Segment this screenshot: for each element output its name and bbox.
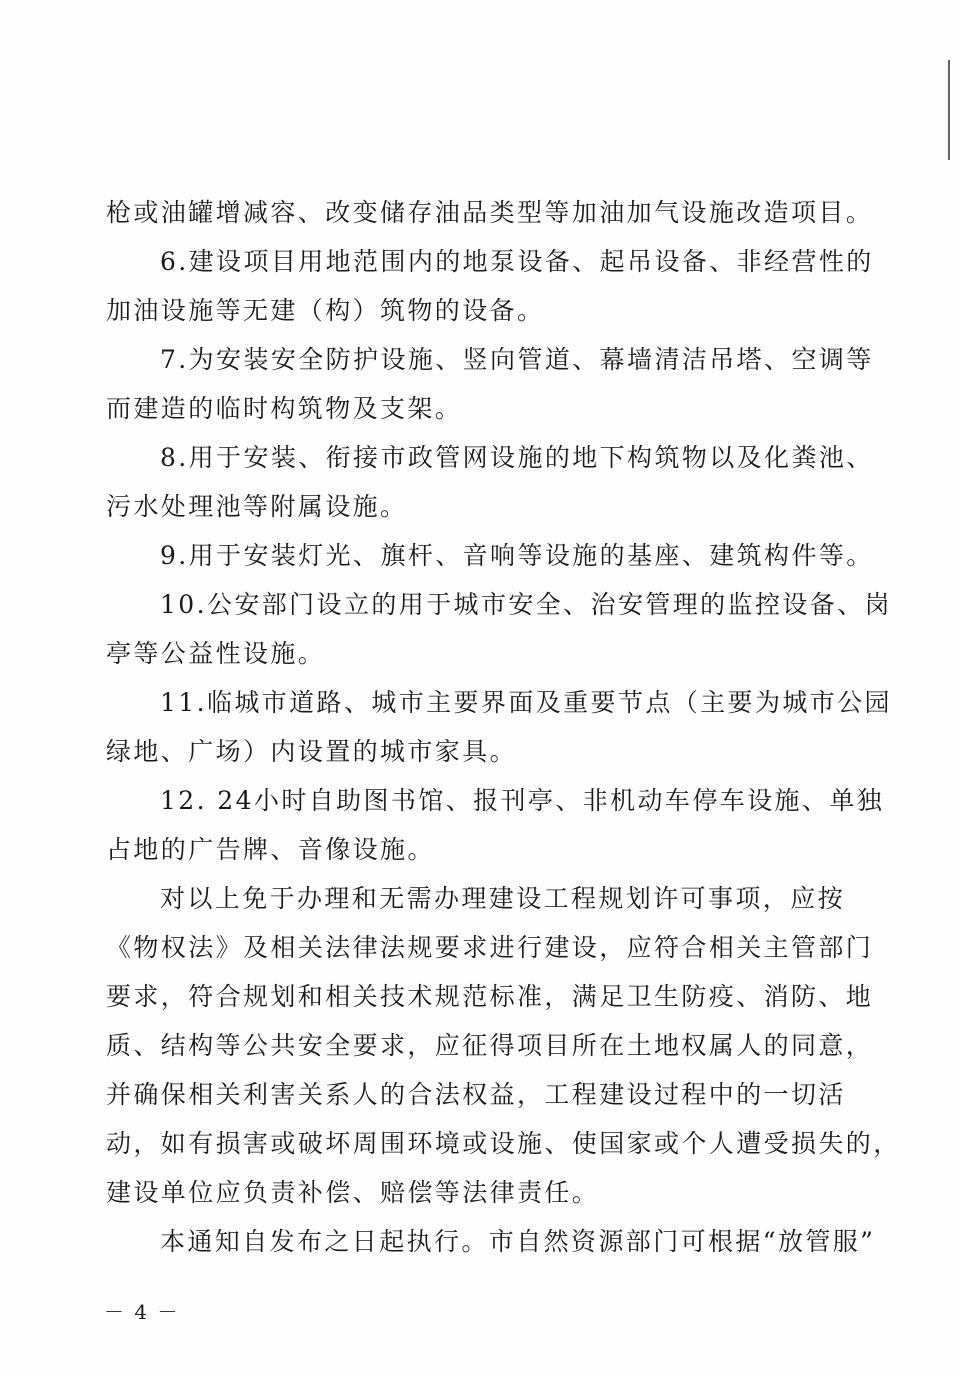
text-line: 11.临城市道路、城市主要界面及重要节点（主要为城市公园 (160, 688, 892, 717)
text-line: 《物权法》及相关法律法规要求进行建设，应符合相关主管部门 (106, 933, 874, 962)
text-line: 质、结构等公共安全要求，应征得项目所在土地权属人的同意， (106, 1031, 874, 1060)
text-line: 加油设施等无建（构）筑物的设备。 (106, 296, 545, 325)
text-line: 动，如有损害或破坏周围环境或设施、使国家或个人遭受损失的， (106, 1129, 901, 1158)
text-line: 并确保相关利害关系人的合法权益，工程建设过程中的一切活 (106, 1080, 846, 1109)
text-line: 绿地、广场）内设置的城市家具。 (106, 737, 518, 766)
text-line: 污水处理池等附属设施。 (106, 492, 408, 521)
text-line: 8.用于安装、衔接市政管网设施的地下构筑物以及化粪池、 (160, 443, 874, 472)
text-line: 6.建设项目用地范围内的地泵设备、起吊设备、非经营性的 (160, 247, 874, 276)
scan-edge-mark (948, 60, 950, 160)
text-line: 亭等公益性设施。 (106, 639, 326, 668)
text-line: 10.公安部门设立的用于城市安全、治安管理的监控设备、岗 (160, 590, 892, 619)
text-line: 本通知自发布之日起执行。市自然资源部门可根据“放管服” (160, 1227, 876, 1256)
text-line: 要求，符合规划和相关技术规范标准，满足卫生防疫、消防、地 (106, 982, 874, 1011)
text-line: 对以上免于办理和无需办理建设工程规划许可事项，应按 (160, 884, 846, 913)
text-line: 7.为安装安全防护设施、竖向管道、幕墙清洁吊塔、空调等 (160, 345, 874, 374)
text-line: 而建造的临时构筑物及支架。 (106, 394, 463, 423)
text-line: 枪或油罐增减容、改变储存油品类型等加油加气设施改造项目。 (106, 198, 874, 227)
document-body (106, 188, 901, 1266)
text-line: 12. 24小时自助图书馆、报刊亭、非机动车停车设施、单独 (160, 786, 885, 815)
text-line: 建设单位应负责补偿、赔偿等法律责任。 (106, 1178, 600, 1207)
text-line: 占地的广告牌、音像设施。 (106, 835, 435, 864)
text-line: 9.用于安装灯光、旗杆、音响等设施的基座、建筑构件等。 (160, 541, 874, 570)
page-number: － 4 － (104, 1300, 180, 1324)
